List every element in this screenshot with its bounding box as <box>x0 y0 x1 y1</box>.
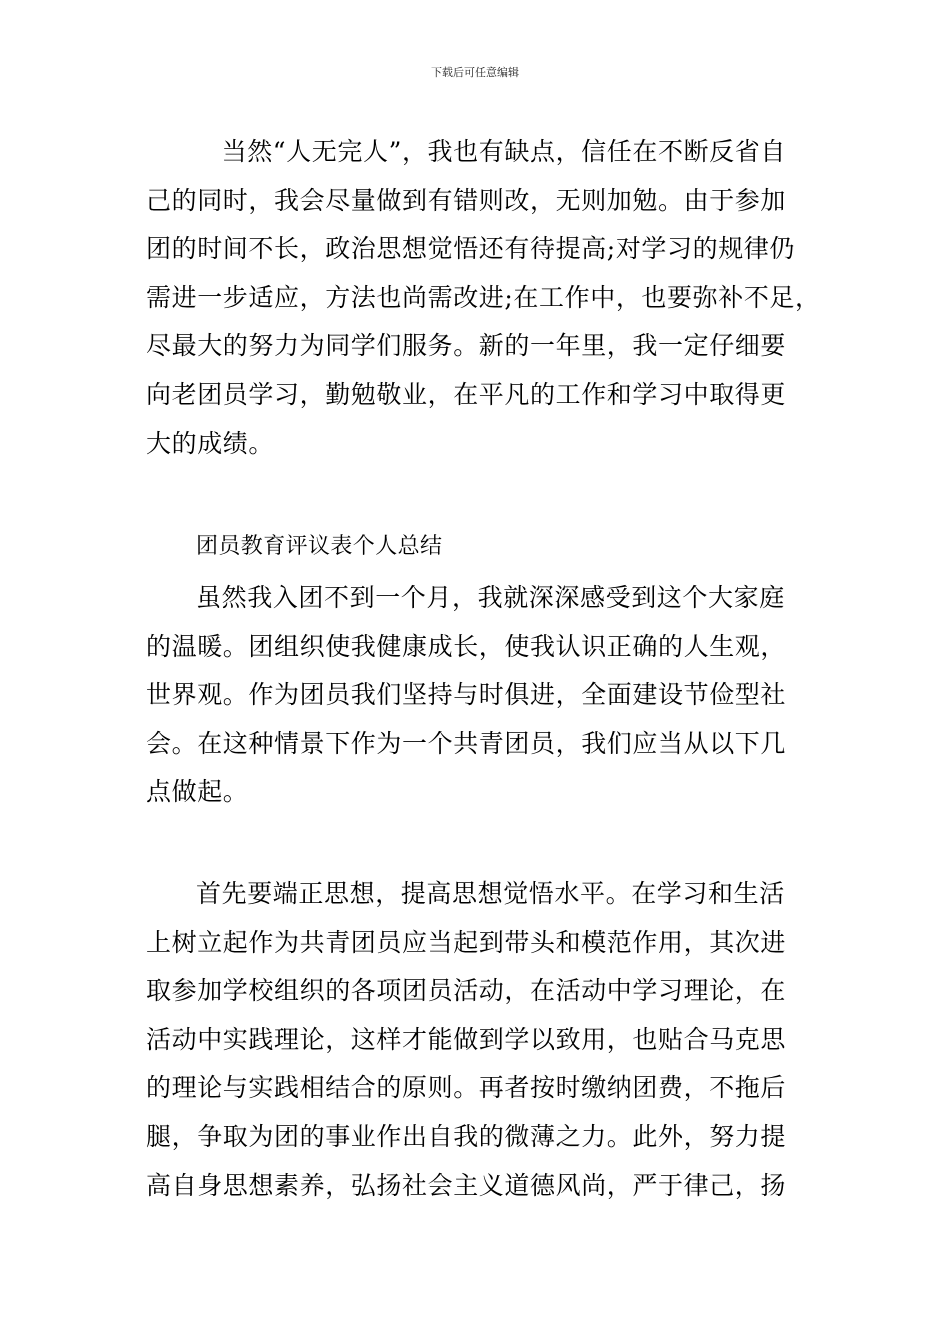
paragraph-line: 己的同时，我会尽量做到有错则改，无则加勉。由于参加 <box>146 185 787 215</box>
paragraph-3 <box>146 870 836 1210</box>
page-header: 下载后可任意编辑 <box>431 66 519 79</box>
paragraph-line: 点做起。 <box>146 777 249 807</box>
paragraph-line: 上树立起作为共青团员应当起到带头和模范作用，其次进 <box>146 927 787 957</box>
paragraph-line: 取参加学校组织的各项团员活动，在活动中学习理论，在 <box>146 976 787 1006</box>
paragraph-line: 向老团员学习，勤勉敬业，在平凡的工作和学习中取得更 <box>146 379 787 409</box>
paragraph-line: 大的成绩。 <box>146 428 275 458</box>
paragraph-line: 高自身思想素养，弘扬社会主义道德风尚，严于律己，扬 <box>146 1170 787 1200</box>
paragraph-line: 世界观。作为团员我们坚持与时俱进，全面建设节俭型社 <box>146 680 787 710</box>
paragraph-line: 当然“人无完人”，我也有缺点，信任在不断反省自 <box>196 137 786 166</box>
paragraph-1 <box>146 128 836 468</box>
paragraph-line: 团的时间不长，政治思想觉悟还有待提高;对学习的规律仍 <box>146 234 796 264</box>
paragraph-line: 虽然我入团不到一个月，我就深深感受到这个大家庭 <box>196 583 785 612</box>
paragraph-line: 会。在这种情景下作为一个共青团员，我们应当从以下几 <box>146 728 787 758</box>
paragraph-line: 需进一步适应，方法也尚需改进;在工作中，也要弥补不足， <box>146 282 821 312</box>
paragraph-line: 活动中实践理论，这样才能做到学以致用，也贴合马克思 <box>146 1024 787 1054</box>
paragraph-line: 腿，争取为团的事业作出自我的微薄之力。此外，努力提 <box>146 1121 787 1151</box>
section-heading: 团员教育评议表个人总结 <box>196 534 443 559</box>
paragraph-line: 首先要端正思想，提高思想觉悟水平。在学习和生活 <box>196 879 785 908</box>
paragraph-line: 的理论与实践相结合的原则。再者按时缴纳团费，不拖后 <box>146 1073 787 1103</box>
paragraph-2 <box>146 574 836 817</box>
paragraph-line: 尽最大的努力为同学们服务。新的一年里，我一定仔细要 <box>146 331 787 361</box>
paragraph-line: 的温暖。团组织使我健康成长，使我认识正确的人生观， <box>146 631 787 661</box>
